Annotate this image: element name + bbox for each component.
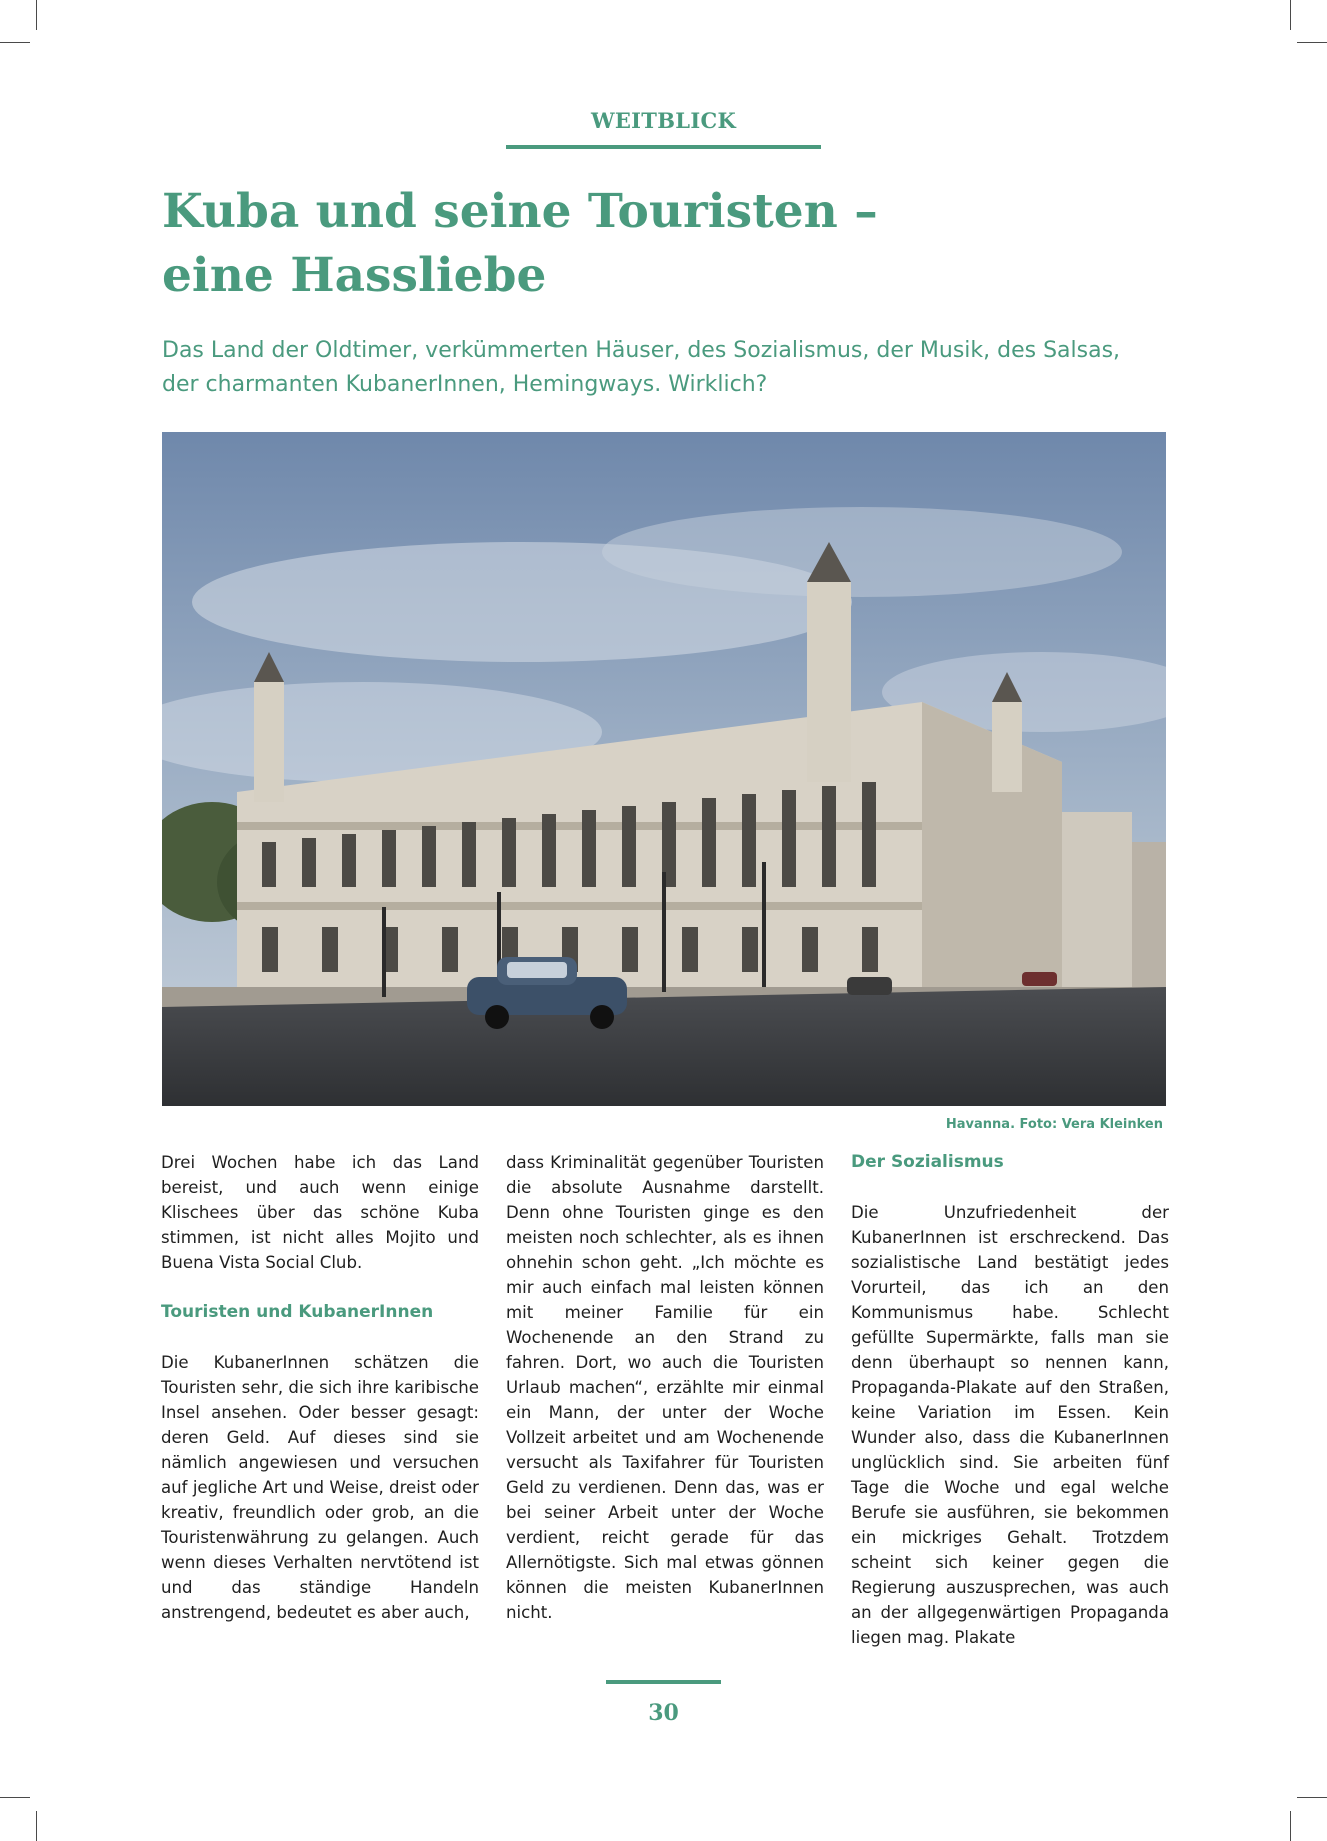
text-column-2 — [506, 1150, 824, 1625]
article-title — [162, 180, 1182, 308]
text-column-1 — [161, 1150, 479, 1625]
body-paragraph: dass Kriminalität gegenüber Touristen die absolute Ausnahme darstellt. Denn ohne Touristen ginge es den meisten noch schlechter, als es ihnen ohnehin schon geht. „Ich möchte es mir auch einfach mal leisten können mit meiner Familie für ein Wochenende an den Strand zu fahren. Dort, wo auch die Touristen Urlaub machen“, erzählte mir einmal ein Mann, der unter der Woche Vollzeit arbeitet und am Wochenende versucht als Taxifahrer für Touristen Geld zu verdienen. Denn das, was er bei seiner Arbeit unter der Woche verdient, reicht gerade für das Allernötigste. Sich mal etwas gönnen können die meisten KubanerInnen nicht. — [506, 1153, 824, 1622]
article-lead — [162, 334, 1182, 402]
lead-line-1: Das Land der Oldtimer, verkümmerten Häuser, des Sozialismus, der Musik, des Salsas, — [162, 338, 1121, 363]
kicker-rule — [506, 145, 821, 149]
page-number: 30 — [648, 1700, 679, 1726]
footer-rule — [606, 1680, 721, 1684]
lead-line-2: der charmanten KubanerInnen, Hemingways. Wirklich? — [162, 372, 768, 397]
crop-mark — [1297, 1797, 1327, 1798]
havana-theatre-photo — [162, 432, 1166, 1106]
crop-mark — [1290, 1811, 1291, 1841]
crop-mark — [1290, 0, 1291, 30]
intro-paragraph: Drei Wochen habe ich das Land bereist, und auch wenn einige Klischees über das schöne Kuba stimmen, ist nicht alles Mojito und Buena Vista Social Club. — [161, 1153, 479, 1272]
text-column-3 — [851, 1150, 1169, 1650]
crop-mark — [36, 0, 37, 30]
photo-caption: Havanna. Foto: Vera Kleinken — [945, 1117, 1163, 1132]
crop-mark — [1297, 42, 1327, 43]
title-line-2: eine Hassliebe — [162, 248, 547, 303]
section-kicker: WEITBLICK — [590, 108, 737, 133]
body-paragraph: Die KubanerInnen schätzen die Touristen sehr, die sich ihre karibische Insel ansehen. Oder besser gesagt: deren Geld. Auf dieses sind sie nämlich angewiesen und versuchen auf jegliche Art und Weise, dreist oder kreativ, freundlich oder grob, an die Touristenwährung zu gelangen. Auch wenn dieses Verhalten nervtötend ist und das ständige Handeln anstrengend, bedeutet es aber auch, — [161, 1353, 479, 1622]
crop-mark — [36, 1811, 37, 1841]
crop-mark — [0, 1797, 30, 1798]
section-heading-socialism: Der Sozialismus — [851, 1152, 1004, 1172]
section-heading-tourists: Touristen und KubanerInnen — [161, 1302, 434, 1322]
crop-mark — [0, 42, 30, 43]
body-paragraph: Die Unzufriedenheit der KubanerInnen ist erschreckend. Das sozialistische Land bestätigt jedes Vorurteil, das ich an den Kommunismus habe. Schlecht gefüllte Supermärkte, falls man sie denn überhaupt so nennen kann, Propaganda-Plakate auf den Straßen, keine Variation im Essen. Kein Wunder also, dass die KubanerInnen unglücklich sind. Sie arbeiten fünf Tage die Woche und egal welche Berufe sie ausführen, sie bekommen ein mickriges Gehalt. Trotzdem scheint sich keiner gegen die Regierung auszusprechen, was auch an der allgegenwärtigen Propaganda liegen mag. Plakate — [851, 1203, 1169, 1647]
title-line-1: Kuba und seine Touristen – — [162, 184, 878, 239]
